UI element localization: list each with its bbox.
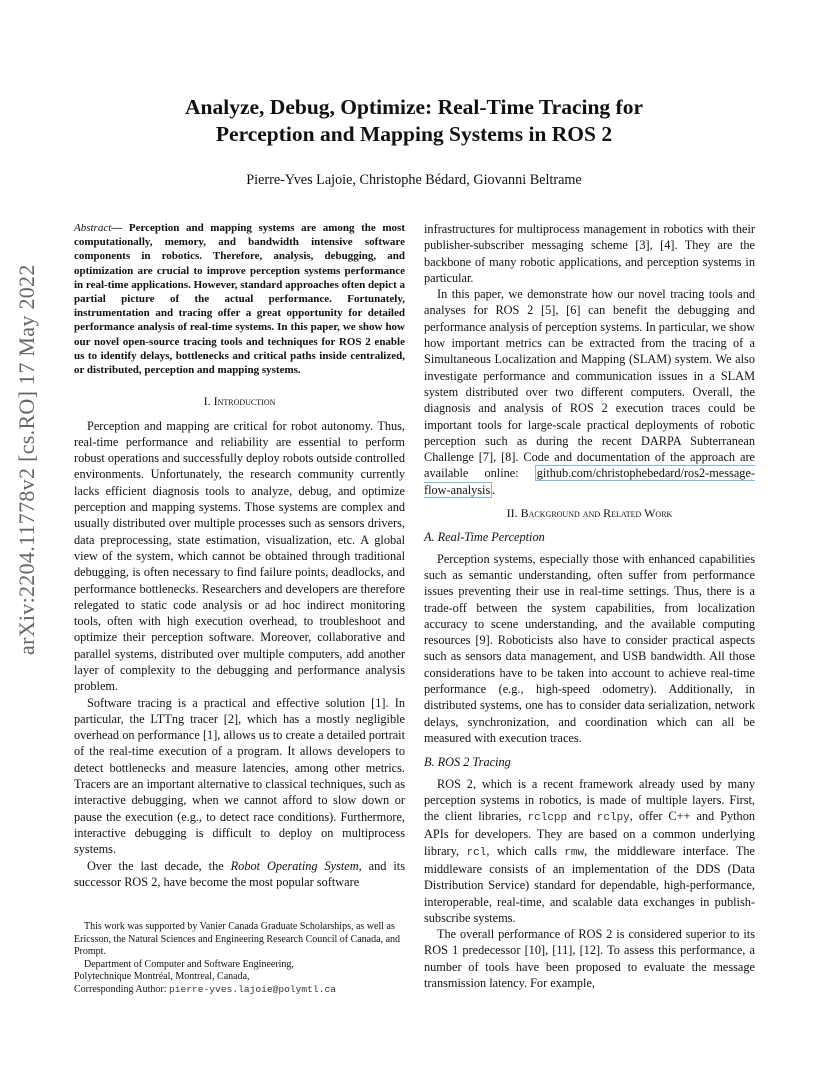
perception-paragraph: Perception systems, especially those with enhanced capabilities such as semantic understanding, often suffer from performance issues preventing their use in real-time settings. Thus, there is a trade-off between the system capabilities, from localization accuracy to scene understanding, and the available computing resources [9]. Roboticists also have to consider practical aspects such as sensors data management, and USB bandwidth. All those considerations have to be taken into account to achieve real-time performance (e.g., high-speed odometry). Additionally, in distributed systems, one has to consider data serialization, network delays, synchronization, and coordination which can all be measured with execution traces. <box>424 551 755 745</box>
subsection-heading-ros2-tracing: B. ROS 2 Tracing <box>424 755 511 770</box>
arxiv-stamp: arXiv:2204.11778v2 [cs.RO] 17 May 2022 <box>14 264 39 655</box>
code-rmw: rmw <box>564 846 585 859</box>
abstract <box>74 221 405 377</box>
intro-paragraph-1: Perception and mapping are critical for robot autonomy. Thus, real-time performance and reliability are essential to perform robust operations and successfully deploy robots outside controlled environments. Unfortunately, the research community currently lacks efficient diagnosis tools to analyze, debug, and optimize perception and mapping systems. Those systems are complex and usually distributed over multiple processes such as sensors drivers, data preprocessing, state estimation, visualization, etc. A global view of the system, which cannot be obtained through traditional debugging, is often necessary to find failure points, deadlocks, and performance bottlenecks. Researchers and developers are therefore relegated to static code analysis or ad hoc indirect monitoring tools, often with high execution overhead, to troubleshoot and optimize their perception software. Moreover, collaborative and parallel systems, distributed over multiple computers, add another layer of complexity to the debugging and performance analysis problem. <box>74 418 405 694</box>
code-rclpy: rclpy <box>596 812 630 825</box>
intro-p3-emphasis: Robot Operating System <box>230 858 359 873</box>
intro-paragraph-3-continued: infrastructures for multiprocess management in robotics with their publisher-subscriber messaging scheme [3], [4]. They are the backbone of many robotic applications, and perception systems in particular. <box>424 222 755 285</box>
code-rcl: rcl <box>466 846 487 859</box>
ros2-text-3: , offer C++ and Python APIs for developers. They are based on a common underlying library, <box>424 809 755 858</box>
paper-title <box>80 94 748 148</box>
intro-paragraph-2: Software tracing is a practical and effective solution [1]. In particular, the LTTng tracer [2], which has a mostly negligible overhead on performance [1], allows us to create a detailed portrait of the real-time execution of a program. It allows developers to detect bottlenecks and measure latencies, among other metrics. Tracers are an important alternative to classical techniques, such as interactive debugging, when we cannot afford to slow down or pause the execution (e.g., to detect race conditions). Furthermore, interactive debugging is difficult to deploy on multiprocess systems. <box>74 695 405 857</box>
ros2-text-5: , the middleware interface. The middleware consists of an implementation of the DDS (Data Distribution Service) standard for dependable, high-performance, interoperable, real-time, and scalable data exchanges in publish-subscribe systems. <box>424 843 755 925</box>
left-column <box>74 221 405 890</box>
ros2-text-1: ROS 2, which is a recent framework already used by many perception systems in robotics, is made of multiple layers. First, the client libraries, <box>424 776 755 824</box>
abstract-text: — Perception and mapping systems are among the most computationally, memory, and bandwidth intensive software components in robotics. Therefore, analysis, debugging, and optimization are crucial to improve perception systems performance in real-time applications. However, standard approaches often depict a partial picture of the actual performance. Fortunately, instrumentation and tracing offer a great opportunity for detailed performance analysis of real-time systems. In this paper, we show how our novel open-source tracing tools and techniques for ROS 2 enable us to identify delays, bottlenecks and critical paths inside centralized, or distributed, perception and mapping systems. <box>74 222 406 377</box>
ros2-text-4: , which calls <box>486 843 565 858</box>
footnote-corresponding-label: Corresponding Author: <box>74 983 169 995</box>
link-period: . <box>492 482 496 497</box>
right-column <box>424 221 755 991</box>
intro-p4-text: In this paper, we demonstrate how our novel tracing tools and analyses for ROS 2 [5], [6] can benefit the debugging and performance analysis of perception systems. In particular, we show how important metrics can be extracted from the tracing of a Simultaneous Localization and Mapping (SLAM) system. We also investigate performance and communication issues in a SLAM system distributed over two different computers. Overall, the diagnosis and analysis of ROS 2 execution traces could be important tools for large-scale practical deployments of robotic perception such as during the recent DARPA Subterranean Challenge [7], [8]. Code and documentation of the approach are available online: <box>424 287 755 481</box>
ros2-performance-paragraph: The overall performance of ROS 2 is considered superior to its ROS 1 predecessor [10], [11], [12]. To assess this performance, a number of tools have been proposed to evaluate the message transmission latency. For example, <box>424 927 755 991</box>
corresponding-email-link[interactable]: pierre-yves.lajoie@polymtl.ca <box>169 983 336 995</box>
code-rclcpp: rclcpp <box>527 812 568 825</box>
section-heading-introduction: I. Introduction <box>203 394 276 409</box>
title-line-2: Perception and Mapping Systems in ROS 2 <box>215 122 613 146</box>
code-repository-link[interactable]: github.com/christophebedard/ros2-message-flow-analysis <box>424 466 755 497</box>
intro-p3-text-a: Over the last decade, the <box>87 858 231 873</box>
intro-paragraph-3 <box>74 858 405 891</box>
author-list: Pierre-Yves Lajoie, Christophe Bédard, Giovanni Beltrame <box>246 172 582 188</box>
section-heading-background: II. Background and Related Work <box>506 506 673 521</box>
footnote <box>74 921 405 997</box>
abstract-label: Abstract <box>74 222 112 234</box>
footnote-department: Department of Computer and Software Engineering, <box>84 958 294 970</box>
footnote-funding: This work was supported by Vanier Canada Graduate Scholarships, as well as Ericsson, the Natural Sciences and Engineering Research Council of Canada, and Prompt. <box>74 921 401 958</box>
ros2-text-2: and <box>567 809 597 824</box>
intro-paragraph-4 <box>424 286 755 498</box>
footnote-corresponding <box>74 984 405 997</box>
title-line-1: Analyze, Debug, Optimize: Real-Time Tracing for <box>185 95 643 119</box>
intro-p3-text-b: , and its successor ROS 2, have become the most popular software <box>74 858 405 889</box>
subsection-heading-real-time-perception: A. Real-Time Perception <box>424 530 545 545</box>
ros2-tracing-paragraph <box>424 776 755 927</box>
footnote-affiliation: Polytechnique Montréal, Montreal, Canada, <box>74 971 250 983</box>
